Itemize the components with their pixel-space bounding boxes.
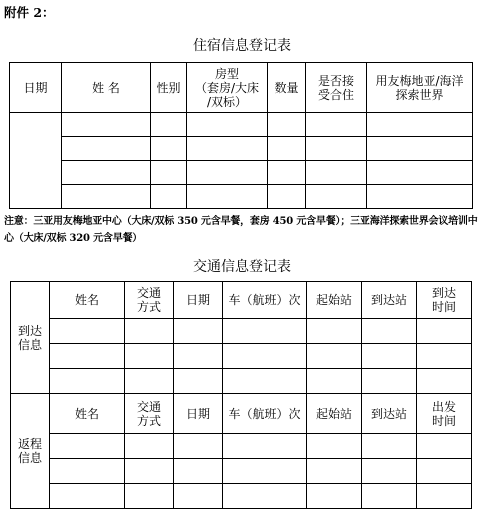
departure-section-label: 返程 信息	[11, 394, 50, 509]
time-cell[interactable]	[417, 484, 472, 509]
header-train-flight-no: 车（航班）次	[223, 394, 307, 434]
date-cell[interactable]	[174, 434, 223, 459]
venue-cell[interactable]	[367, 185, 473, 209]
lodging-row	[10, 161, 473, 185]
destination-cell[interactable]	[362, 369, 417, 394]
name-cell[interactable]	[62, 137, 151, 161]
header-arrival-time: 到达 时间	[417, 282, 472, 319]
origin-cell[interactable]	[307, 319, 362, 344]
share-room-cell[interactable]	[306, 185, 367, 209]
time-cell[interactable]	[417, 344, 472, 369]
lodging-row	[10, 113, 473, 137]
train-flight-cell[interactable]	[223, 459, 307, 484]
date-cell[interactable]	[174, 369, 223, 394]
header-room-type: 房型 （套房/大床 /双标）	[187, 63, 268, 113]
gender-cell[interactable]	[151, 185, 187, 209]
destination-cell[interactable]	[362, 434, 417, 459]
destination-cell[interactable]	[362, 459, 417, 484]
origin-cell[interactable]	[307, 369, 362, 394]
quantity-cell[interactable]	[268, 113, 306, 137]
transport-mode-cell[interactable]	[125, 459, 174, 484]
time-cell[interactable]	[417, 319, 472, 344]
header-date: 日期	[10, 63, 62, 113]
name-cell[interactable]	[50, 484, 125, 509]
transport-form-title: 交通信息登记表	[193, 259, 291, 275]
room-type-cell[interactable]	[187, 137, 268, 161]
date-cell[interactable]	[174, 344, 223, 369]
origin-cell[interactable]	[307, 344, 362, 369]
name-cell[interactable]	[50, 344, 125, 369]
departure-row	[11, 484, 472, 509]
origin-cell[interactable]	[307, 434, 362, 459]
date-cell[interactable]	[10, 113, 62, 209]
lodging-row	[10, 137, 473, 161]
venue-cell[interactable]	[367, 137, 473, 161]
arrival-row	[11, 344, 472, 369]
share-room-cell[interactable]	[306, 137, 367, 161]
share-room-cell[interactable]	[306, 161, 367, 185]
header-venue: 用友梅地亚/海洋 探索世界	[367, 63, 473, 113]
train-flight-cell[interactable]	[223, 369, 307, 394]
name-cell[interactable]	[50, 459, 125, 484]
origin-cell[interactable]	[307, 484, 362, 509]
departure-row	[11, 434, 472, 459]
train-flight-cell[interactable]	[223, 344, 307, 369]
arrival-header-row	[11, 282, 472, 319]
date-cell[interactable]	[174, 484, 223, 509]
room-type-cell[interactable]	[187, 161, 268, 185]
train-flight-cell[interactable]	[223, 484, 307, 509]
lodging-registration-table	[9, 62, 473, 209]
venue-cell[interactable]	[367, 113, 473, 137]
header-transport-mode: 交通 方式	[125, 394, 174, 434]
venue-cell[interactable]	[367, 161, 473, 185]
destination-cell[interactable]	[362, 344, 417, 369]
transport-registration-table	[10, 281, 472, 509]
quantity-cell[interactable]	[268, 185, 306, 209]
gender-cell[interactable]	[151, 137, 187, 161]
train-flight-cell[interactable]	[223, 319, 307, 344]
arrival-row	[11, 369, 472, 394]
time-cell[interactable]	[417, 434, 472, 459]
arrival-row	[11, 319, 472, 344]
time-cell[interactable]	[417, 459, 472, 484]
name-cell[interactable]	[50, 319, 125, 344]
quantity-cell[interactable]	[268, 161, 306, 185]
transport-mode-cell[interactable]	[125, 319, 174, 344]
departure-row	[11, 459, 472, 484]
header-name: 姓名	[50, 394, 125, 434]
header-gender: 性别	[151, 63, 187, 113]
header-date: 日期	[174, 282, 223, 319]
room-type-cell[interactable]	[187, 185, 268, 209]
transport-mode-cell[interactable]	[125, 434, 174, 459]
transport-mode-cell[interactable]	[125, 344, 174, 369]
pricing-note: 注意：三亚用友梅地亚中心（大床/双标 350 元含早餐，套房 450 元含早餐）；三亚海洋探索世界会议培训中心（大床/双标 320 元含早餐）	[4, 216, 478, 244]
name-cell[interactable]	[50, 369, 125, 394]
header-departure-time: 出发 时间	[417, 394, 472, 434]
room-type-cell[interactable]	[187, 113, 268, 137]
header-name: 姓名	[50, 282, 125, 319]
name-cell[interactable]	[62, 161, 151, 185]
gender-cell[interactable]	[151, 161, 187, 185]
header-train-flight-no: 车（航班）次	[223, 282, 307, 319]
header-destination-station: 到达站	[362, 282, 417, 319]
share-room-cell[interactable]	[306, 113, 367, 137]
origin-cell[interactable]	[307, 459, 362, 484]
header-name: 姓 名	[62, 63, 151, 113]
arrival-section-label: 到达 信息	[11, 282, 50, 394]
gender-cell[interactable]	[151, 113, 187, 137]
lodging-row	[10, 185, 473, 209]
quantity-cell[interactable]	[268, 137, 306, 161]
header-origin-station: 起始站	[307, 394, 362, 434]
departure-header-row	[11, 394, 472, 434]
header-quantity: 数量	[268, 63, 306, 113]
name-cell[interactable]	[62, 113, 151, 137]
date-cell[interactable]	[174, 459, 223, 484]
date-cell[interactable]	[174, 319, 223, 344]
lodging-header-row	[10, 63, 473, 113]
time-cell[interactable]	[417, 369, 472, 394]
name-cell[interactable]	[62, 185, 151, 209]
lodging-form-title: 住宿信息登记表	[193, 38, 291, 54]
destination-cell[interactable]	[362, 484, 417, 509]
attachment-label: 附件 2：	[4, 5, 55, 20]
transport-mode-cell[interactable]	[125, 484, 174, 509]
header-share-room: 是否接 受合住	[306, 63, 367, 113]
destination-cell[interactable]	[362, 319, 417, 344]
header-destination-station: 到达站	[362, 394, 417, 434]
name-cell[interactable]	[50, 434, 125, 459]
header-origin-station: 起始站	[307, 282, 362, 319]
transport-mode-cell[interactable]	[125, 369, 174, 394]
train-flight-cell[interactable]	[223, 434, 307, 459]
header-transport-mode: 交通 方式	[125, 282, 174, 319]
header-date: 日期	[174, 394, 223, 434]
